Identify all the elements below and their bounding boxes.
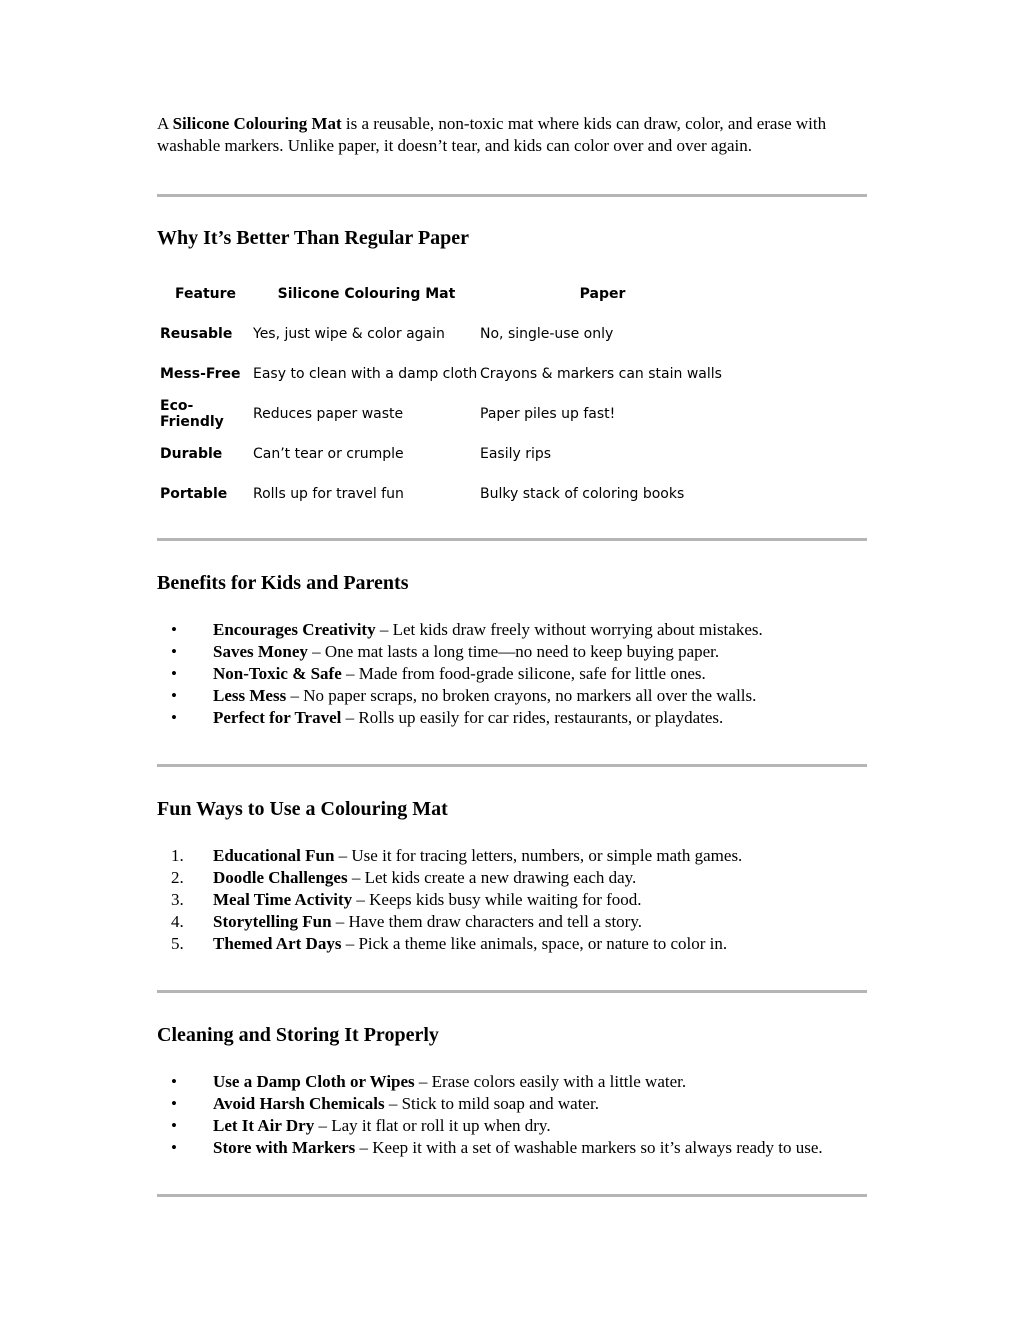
list-item-text: – Keep it with a set of washable markers so it’s always ready to use. — [355, 1138, 823, 1157]
table-header-mat: Silicone Colouring Mat — [277, 286, 456, 302]
list-item-text: – No paper scraps, no broken crayons, no markers all over the walls. — [286, 686, 757, 705]
list-item-bold: Non-Toxic & Safe — [213, 664, 342, 683]
list-item-bold: Less Mess — [213, 686, 287, 705]
number-marker: 1. — [171, 846, 184, 865]
bullet-marker: • — [171, 1138, 177, 1157]
table-row — [158, 314, 725, 354]
list-item — [157, 1093, 867, 1115]
list-item-text: – Rolls up easily for car rides, restaurants, or playdates. — [341, 708, 724, 727]
list-item-bold: Meal Time Activity — [213, 890, 353, 909]
list-item-bold: Saves Money — [213, 642, 308, 661]
intro-prefix: A — [157, 114, 173, 133]
list-item-text: – Stick to mild soap and water. — [384, 1094, 599, 1113]
number-marker: 4. — [171, 912, 184, 931]
bullet-marker: • — [171, 1072, 177, 1091]
list-item-bold: Encourages Creativity — [213, 620, 376, 639]
table-row — [158, 354, 725, 394]
table-row — [158, 474, 725, 514]
number-marker: 5. — [171, 934, 184, 953]
list-item — [157, 707, 867, 729]
table-cell-mat: Easy to clean with a damp cloth — [253, 366, 478, 382]
table-cell-paper: Bulky stack of coloring books — [480, 486, 685, 502]
table-cell-feature: Durable — [160, 446, 223, 462]
bullet-marker: • — [171, 620, 177, 639]
table-header-row — [158, 274, 725, 314]
table-cell-feature: Portable — [160, 486, 228, 502]
bullet-marker: • — [171, 664, 177, 683]
fun-ways-list — [157, 845, 867, 955]
list-item — [157, 889, 867, 911]
list-item-bold: Store with Markers — [213, 1138, 356, 1157]
document-page — [157, 113, 867, 1197]
intro-bold-term: Silicone Colouring Mat — [172, 114, 342, 133]
bullet-marker: • — [171, 708, 177, 727]
list-item — [157, 685, 867, 707]
list-item — [157, 641, 867, 663]
list-item-text: – Lay it flat or roll it up when dry. — [314, 1116, 551, 1135]
bullet-marker: • — [171, 1116, 177, 1135]
cleaning-list — [157, 1071, 867, 1159]
cleaning-heading: Cleaning and Storing It Properly — [157, 1024, 439, 1046]
bullet-marker: • — [171, 686, 177, 705]
number-marker: 3. — [171, 890, 184, 909]
table-cell-paper: Crayons & markers can stain walls — [480, 366, 722, 382]
table-row — [158, 434, 725, 474]
table-cell-mat: Rolls up for travel fun — [253, 486, 404, 502]
list-item-bold: Avoid Harsh Chemicals — [213, 1094, 385, 1113]
comparison-heading: Why It’s Better Than Regular Paper — [157, 227, 470, 249]
list-item-bold: Doodle Challenges — [213, 868, 348, 887]
fun-ways-heading: Fun Ways to Use a Colouring Mat — [157, 798, 448, 820]
list-item-bold: Perfect for Travel — [213, 708, 342, 727]
list-item-bold: Themed Art Days — [213, 934, 342, 953]
list-item-bold: Use a Damp Cloth or Wipes — [213, 1072, 415, 1091]
list-item-text: – Pick a theme like animals, space, or nature to color in. — [341, 934, 728, 953]
list-item — [157, 867, 867, 889]
list-item — [157, 933, 867, 955]
table-row — [158, 394, 725, 434]
list-item-text: – Have them draw characters and tell a story. — [331, 912, 642, 931]
horizontal-rule — [157, 990, 867, 993]
intro-paragraph — [157, 113, 867, 157]
list-item — [157, 911, 867, 933]
list-item-bold: Educational Fun — [213, 846, 335, 865]
table-cell-feature: Eco-Friendly — [160, 398, 224, 430]
table-cell-paper: No, single-use only — [480, 326, 614, 342]
horizontal-rule — [157, 194, 867, 197]
list-item-text: – Use it for tracing letters, numbers, or simple math games. — [334, 846, 743, 865]
list-item-bold: Let It Air Dry — [213, 1116, 315, 1135]
table-cell-paper: Easily rips — [480, 446, 552, 462]
list-item-text: – Made from food-grade silicone, safe for little ones. — [341, 664, 706, 683]
table-cell-feature: Reusable — [160, 326, 233, 342]
list-item — [157, 663, 867, 685]
table-cell-mat: Can’t tear or crumple — [253, 446, 404, 462]
list-item-text: – Keeps kids busy while waiting for food. — [352, 890, 642, 909]
list-item-text: – Let kids draw freely without worrying about mistakes. — [375, 620, 763, 639]
intro-rest: is a reusable, non-toxic mat where kids can draw, color, and erase with washable markers. Unlike paper, it doesn’t tear, and kids can color over and over again. — [157, 114, 827, 155]
number-marker: 2. — [171, 868, 184, 887]
benefits-heading: Benefits for Kids and Parents — [157, 572, 409, 594]
horizontal-rule — [157, 1194, 867, 1197]
benefits-list — [157, 619, 867, 729]
table-cell-mat: Yes, just wipe & color again — [253, 326, 445, 342]
list-item — [157, 1071, 867, 1093]
list-item — [157, 619, 867, 641]
list-item — [157, 1115, 867, 1137]
list-item-text: – One mat lasts a long time—no need to keep buying paper. — [307, 642, 720, 661]
list-item — [157, 845, 867, 867]
horizontal-rule — [157, 764, 867, 767]
list-item-text: – Erase colors easily with a little water. — [414, 1072, 687, 1091]
horizontal-rule — [157, 538, 867, 541]
bullet-marker: • — [171, 1094, 177, 1113]
bullet-marker: • — [171, 642, 177, 661]
list-item-bold: Storytelling Fun — [213, 912, 332, 931]
list-item-text: – Let kids create a new drawing each day. — [347, 868, 637, 887]
table-cell-feature: Mess-Free — [160, 366, 241, 382]
comparison-table — [158, 274, 725, 514]
table-cell-mat: Reduces paper waste — [253, 406, 404, 422]
table-header-paper: Paper — [579, 286, 626, 302]
table-header-feature: Feature — [175, 286, 236, 302]
table-cell-paper: Paper piles up fast! — [480, 406, 616, 422]
list-item — [157, 1137, 867, 1159]
